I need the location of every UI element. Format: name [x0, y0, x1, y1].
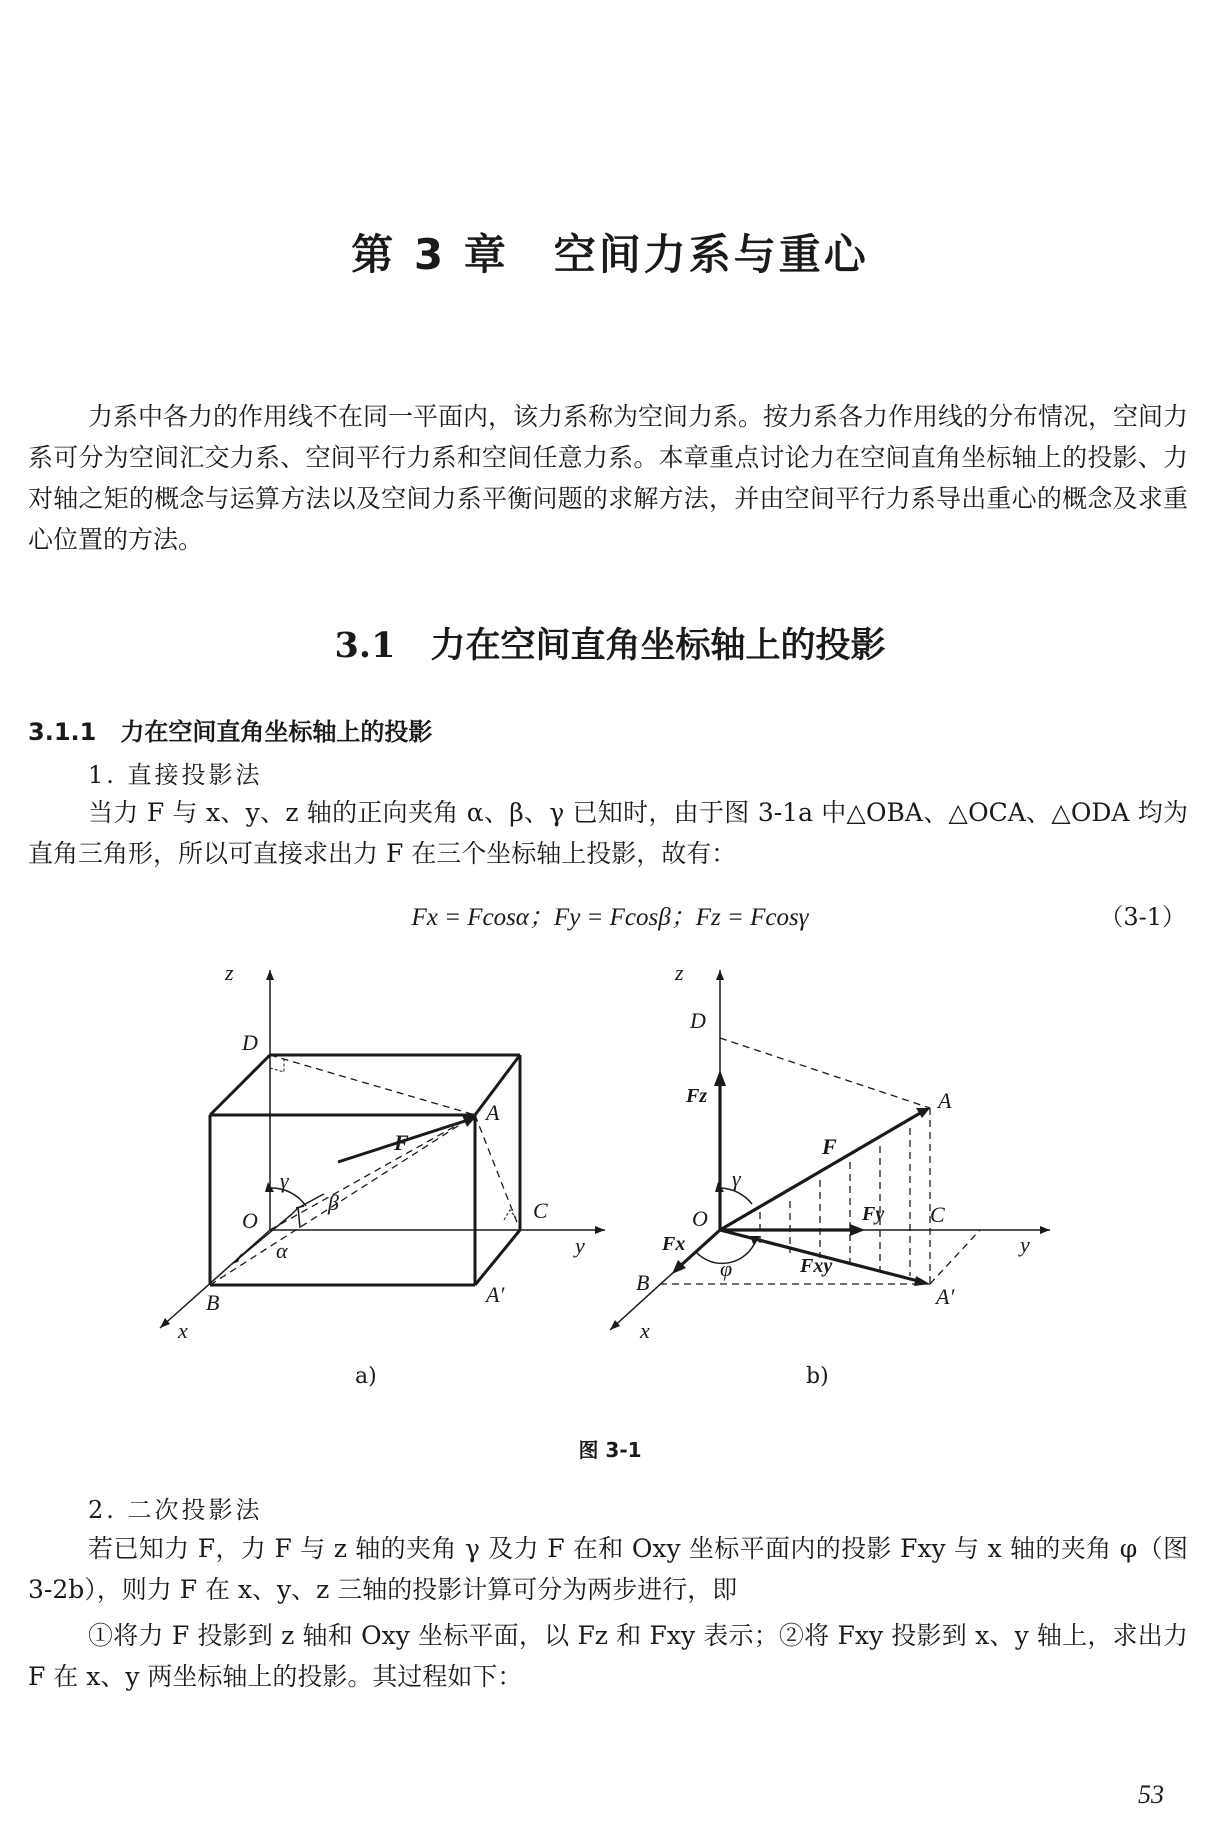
label-gamma: γ	[732, 1166, 741, 1191]
right-angle-marks	[270, 1058, 516, 1220]
label-alpha: α	[276, 1238, 288, 1263]
label-y: y	[1020, 1232, 1030, 1257]
label-A: A	[486, 1100, 500, 1125]
label-phi: φ	[720, 1256, 733, 1281]
dashed-construction	[660, 1038, 980, 1284]
z-arrowhead	[266, 970, 274, 980]
subsection-title: 力在空间直角坐标轴上的投影	[120, 718, 433, 746]
method2-paragraph-2: ①将力 F 投影到 z 轴和 Oxy 坐标平面，以 Fz 和 Fxy 表示；②将 Fxy 投影到 x、y 轴上，求出力 F 在 x、y 两坐标轴上的投影。其过程如下：	[28, 1621, 1188, 1691]
label-beta: β	[328, 1190, 339, 1215]
box-edges	[210, 1055, 520, 1285]
figure-a-sublabel: a)	[355, 1364, 377, 1389]
intro-paragraph: 力系中各力的作用线不在同一平面内，该力系称为空间力系。按力系各力作用线的分布情况，空间力系可分为空间汇交力系、空间平行力系和空间任意力系。本章重点讨论力在空间直角坐标轴上的投影、力对轴之矩的概念与运算方法以及空间力系平衡问题的求解方法，并由空间平行力系导出重心的概念及求重心位置的方法。	[28, 402, 1189, 554]
label-z: z	[675, 970, 684, 985]
section-heading	[0, 618, 1220, 668]
method2-paragraph-1: 若已知力 F，力 F 与 z 轴的夹角 γ 及力 F 在和 Oxy 坐标平面内的投影 Fxy 与 x 轴的夹角 φ（图 3-2b），则力 F 在 x、y、z 三轴的投影计算可分为两步进行，即	[28, 1534, 1188, 1604]
label-B: B	[206, 1290, 220, 1315]
label-B: B	[636, 1270, 650, 1295]
page-number: 53	[1138, 1780, 1164, 1809]
F-vector	[720, 1112, 922, 1230]
formula-3-1: Fx = Fcosα；Fy = Fcosβ；Fz = Fcosγ	[411, 904, 809, 931]
equation-number: （3-1）	[1099, 903, 1186, 931]
label-C: C	[930, 1202, 945, 1227]
label-x: x	[640, 1318, 650, 1343]
figure-a	[150, 970, 620, 1350]
method2-title: 2. 二次投影法	[88, 1496, 263, 1524]
figure-b	[600, 970, 1070, 1350]
label-D: D	[242, 1030, 258, 1055]
subsection-number: 3.1.1	[28, 718, 97, 746]
label-A-prime: A′	[486, 1282, 505, 1307]
label-F: F	[394, 1130, 409, 1155]
method1-paragraph: 当力 F 与 x、y、z 轴的正向夹角 α、β、γ 已知时，由于图 3-1a 中△OBA、△OCA、△ODA 均为直角三角形，所以可直接求出力 F 在三个坐标轴上投影，故有：	[28, 798, 1188, 868]
label-A-prime: A′	[936, 1284, 955, 1309]
method1-title: 1. 直接投影法	[88, 761, 263, 789]
figure-b-sublabel: b)	[806, 1364, 829, 1389]
label-Fxy: Fxy	[800, 1255, 833, 1277]
label-C: C	[533, 1198, 548, 1223]
label-Fx: Fx	[662, 1233, 686, 1255]
chapter-title: 第 3 章 空间力系与重心	[351, 230, 869, 279]
label-Fz: Fz	[686, 1085, 708, 1107]
label-gamma: γ	[280, 1168, 289, 1193]
section-number: 3.1	[334, 625, 396, 666]
subsection-heading	[28, 712, 432, 747]
label-Fy: Fy	[862, 1203, 885, 1225]
section-title: 力在空间直角坐标轴上的投影	[430, 625, 886, 666]
label-z: z	[225, 970, 234, 985]
label-x: x	[178, 1318, 188, 1343]
label-F: F	[822, 1134, 837, 1159]
label-D: D	[690, 1008, 706, 1033]
label-O: O	[692, 1206, 708, 1231]
label-A: A	[938, 1088, 952, 1113]
label-O: O	[242, 1208, 258, 1233]
label-y: y	[575, 1233, 585, 1258]
figure-caption: 图 3-1	[578, 1438, 642, 1462]
